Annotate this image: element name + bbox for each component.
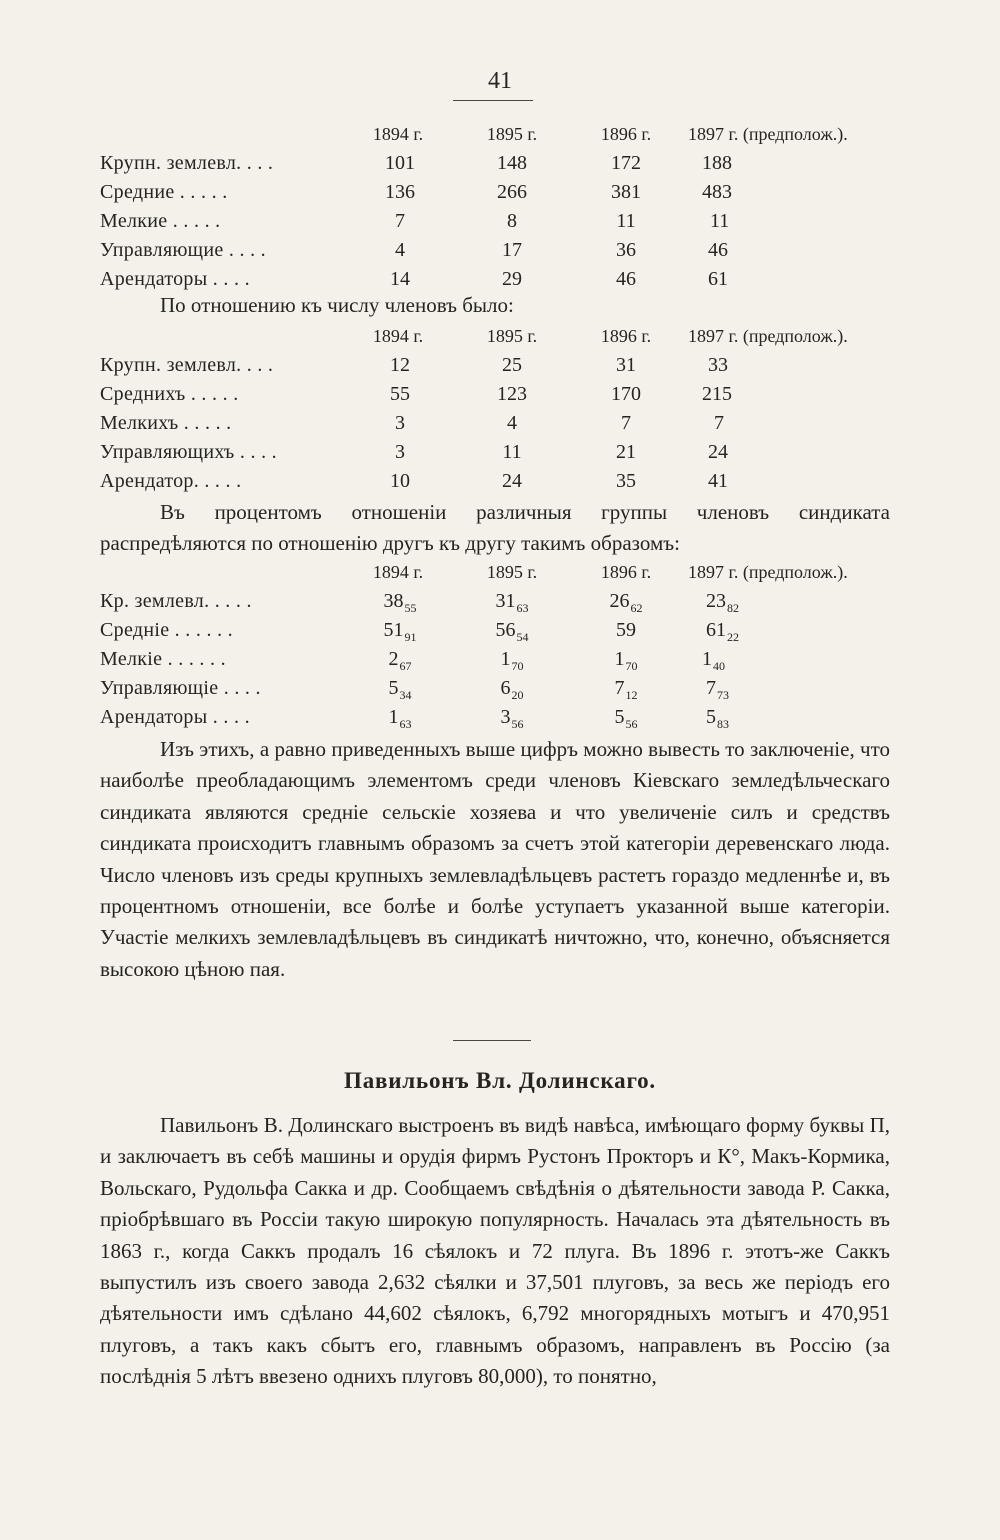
table-cell: 172 [611, 152, 641, 174]
cell-integer: 38 [383, 590, 404, 612]
table-cell: 188 [702, 152, 732, 174]
cell-integer: 59 [616, 619, 636, 641]
section-title: Павильонъ Вл. Долинскаго. [344, 1068, 656, 1093]
table-cell [586, 590, 666, 616]
row-label: Среднихъ . . . . . [100, 383, 239, 405]
cell-decimal: 54 [516, 630, 529, 644]
table-cell [688, 590, 918, 616]
year-header: 1895 г. [486, 124, 538, 144]
cell-decimal: 22 [727, 630, 739, 644]
table-cell [360, 706, 440, 732]
table-cell [688, 706, 918, 732]
table-row [100, 152, 900, 181]
row-label: Мелкие . . . . . [100, 210, 221, 232]
table-cell: 33 [708, 354, 728, 376]
year-header: 1896 г. [600, 124, 652, 144]
row-label: Управляющие . . . . [100, 239, 266, 261]
page-number: 41 [488, 68, 512, 94]
table-row [100, 210, 900, 239]
pavilion-paragraph: Павильонъ В. Долинскаго выстроенъ въ видѣ навѣса, имѣющаго форму буквы П, и заключаетъ въ себѣ машины и орудія фирмъ Рустонъ Прокторъ и К°, Макъ-Кормика, Вольскаго, Рудольфа Сакка и др. Сообщаемъ свѣдѣнія о дѣятельности завода Р. Сакка, пріобрѣвшаго въ Россіи такую широкую популярность. Началась эта дѣятельность въ 1863 г., когда Саккъ продалъ 16 сѣялокъ и 72 плуга. Въ 1896 г. этотъ-же Саккъ выпустилъ изъ своего завода 2,632 сѣялки и 37,501 плуговъ, за весь же періодъ его дѣятельности имъ сдѣлано 44,602 сѣялокъ, 6,792 многорядныхъ мотыгъ и 470,951 плуговъ, а такъ какъ сбытъ его, главнымъ образомъ, направленъ въ Россію (за послѣднія 5 лѣтъ ввезено однихъ плуговъ 80,000), то понятно, [100, 1113, 890, 1389]
row-label: Управляющіе . . . . [100, 677, 261, 699]
cell-decimal: 73 [717, 688, 729, 702]
row-label: Крупн. землевл. . . . [100, 152, 274, 174]
table-cell: 46 [616, 268, 636, 290]
table-row [100, 706, 900, 735]
table-cell: 55 [390, 383, 410, 405]
cell-integer: 23 [706, 590, 726, 612]
table-cell: 7 [714, 412, 724, 434]
cell-decimal: 40 [713, 659, 725, 673]
row-label: Арендаторы . . . . [100, 706, 250, 728]
table-cell: 14 [390, 268, 410, 290]
cell-decimal: 70 [511, 659, 524, 673]
table-row [100, 677, 900, 706]
cell-decimal: 34 [399, 688, 412, 702]
table-cell: 11 [616, 210, 636, 232]
cell-decimal: 70 [625, 659, 638, 673]
table-row [100, 239, 900, 268]
cell-decimal: 12 [625, 688, 638, 702]
table-cell [586, 619, 666, 642]
year-header: 1896 г. [600, 326, 652, 346]
year-header: 1896 г. [600, 562, 652, 582]
table-cell [360, 619, 440, 645]
year-header: 1895 г. [486, 326, 538, 346]
cell-decimal: 20 [511, 688, 524, 702]
row-label: Арендатор. . . . . [100, 470, 242, 492]
table-cell: 148 [497, 152, 527, 174]
members-percent-table [100, 562, 900, 735]
table-header-row [100, 326, 900, 354]
table-cell: 35 [616, 470, 636, 492]
cell-integer: 1 [388, 706, 399, 728]
table-cell: 483 [702, 181, 732, 203]
year-header: 1894 г. [372, 562, 424, 582]
members-ratio-table [100, 326, 900, 499]
table-cell [472, 706, 552, 732]
table-cell: 215 [702, 383, 732, 405]
table-cell [472, 590, 552, 616]
cell-integer: 5 [388, 677, 399, 699]
table-cell: 11 [502, 441, 522, 463]
members-count-table [100, 124, 900, 297]
table-row [100, 441, 900, 470]
row-label: Мелкіе . . . . . . [100, 648, 226, 670]
table-cell: 381 [611, 181, 641, 203]
table-cell [360, 590, 440, 616]
table-cell [586, 677, 666, 703]
cell-decimal: 83 [717, 717, 729, 731]
year-header: 1897 г. (предполож.). [688, 326, 848, 346]
cell-integer: 1 [614, 648, 625, 670]
table-cell: 61 [708, 268, 728, 290]
cell-decimal: 67 [399, 659, 412, 673]
cell-integer: 51 [383, 619, 404, 641]
row-label: Управляющихъ . . . . [100, 441, 277, 463]
table-cell: 3 [395, 412, 405, 434]
table-cell: 24 [708, 441, 728, 463]
cell-integer: 6 [500, 677, 511, 699]
table-cell: 266 [497, 181, 527, 203]
cell-integer: 5 [706, 706, 716, 728]
table-cell [586, 648, 666, 674]
table-cell: 123 [497, 383, 527, 405]
row-label: Арендаторы . . . . [100, 268, 250, 290]
table-row [100, 590, 900, 619]
cell-integer: 56 [495, 619, 516, 641]
table-cell [688, 648, 914, 674]
year-header: 1895 г. [486, 562, 538, 582]
table-cell: 136 [385, 181, 415, 203]
section-divider [453, 1040, 531, 1041]
table-header-row [100, 124, 900, 152]
table-cell: 36 [616, 239, 636, 261]
table-cell [586, 706, 666, 732]
table-cell: 31 [616, 354, 636, 376]
cell-decimal: 55 [404, 601, 417, 615]
page-number-rule [453, 100, 533, 101]
row-label: Средние . . . . . [100, 181, 228, 203]
table-cell [472, 677, 552, 703]
table-cell: 8 [507, 210, 517, 232]
table-cell: 17 [502, 239, 522, 261]
table-cell [688, 619, 918, 645]
percent-paragraph: Въ процентомъ отношеніи различныя группы членовъ синдиката распредѣляются по отношенію другъ къ другу такимъ образомъ: [100, 500, 890, 556]
table-header-row [100, 562, 900, 590]
cell-decimal: 62 [630, 601, 643, 615]
table-cell: 7 [395, 210, 405, 232]
cell-decimal: 63 [399, 717, 412, 731]
cell-decimal: 63 [516, 601, 529, 615]
cell-integer: 31 [495, 590, 516, 612]
cell-integer: 5 [614, 706, 625, 728]
cell-integer: 1 [500, 648, 511, 670]
cell-decimal: 82 [727, 601, 739, 615]
year-header: 1897 г. (предполож.). [688, 124, 848, 144]
table-row [100, 648, 900, 677]
table-row [100, 470, 900, 499]
table-cell: 4 [395, 239, 405, 261]
table-cell: 3 [395, 441, 405, 463]
table-row [100, 383, 900, 412]
table-cell [360, 648, 440, 674]
table-cell [360, 677, 440, 703]
table-cell: 11 [710, 210, 730, 232]
year-header: 1897 г. (предполож.). [688, 562, 848, 582]
conclusion-paragraph: Изъ этихъ, а равно приведенныхъ выше цифръ можно вывесть то заключеніе, что наиболѣе преобладающимъ элементомъ среди членовъ Кіевскаго земледѣльческаго синдиката являются средніе сельскіе хозяева и что увеличеніе силъ и средствъ синдиката происходитъ главнымъ образомъ за счетъ этой категоріи деревенскаго люда. Число членовъ изъ среды крупныхъ землевладѣльцевъ растетъ гораздо медленнѣе и, въ процентномъ отношеніи, все болѣе и болѣе уступаетъ указанной выше категоріи. Участіе мелкихъ землевладѣльцевъ въ синдикатѣ ничтожно, что, конечно, объясняется высокою цѣною пая. [100, 737, 890, 981]
table-cell [472, 619, 552, 645]
cell-decimal: 56 [625, 717, 638, 731]
cell-decimal: 56 [511, 717, 524, 731]
table-cell: 10 [390, 470, 410, 492]
cell-integer: 61 [706, 619, 726, 641]
year-header: 1894 г. [372, 124, 424, 144]
table-cell: 46 [708, 239, 728, 261]
table-cell: 7 [621, 412, 631, 434]
table-cell: 29 [502, 268, 522, 290]
table-cell: 21 [616, 441, 636, 463]
table-cell [472, 648, 552, 674]
table-cell: 25 [502, 354, 522, 376]
cell-integer: 7 [706, 677, 716, 699]
row-label: Средніе . . . . . . [100, 619, 233, 641]
table-cell [688, 677, 918, 703]
table-row [100, 412, 900, 441]
cell-integer: 2 [388, 648, 399, 670]
year-header: 1894 г. [372, 326, 424, 346]
cell-integer: 26 [609, 590, 630, 612]
cell-integer: 1 [702, 648, 712, 670]
row-label: Крупн. землевл. . . . [100, 354, 274, 376]
table-cell: 4 [507, 412, 517, 434]
table-cell: 12 [390, 354, 410, 376]
table-row [100, 354, 900, 383]
table2-caption: По отношению къ числу членовъ было: [160, 293, 514, 317]
cell-decimal: 91 [404, 630, 417, 644]
table-row [100, 619, 900, 648]
table-row [100, 181, 900, 210]
cell-integer: 7 [614, 677, 625, 699]
table-cell: 24 [502, 470, 522, 492]
row-label: Мелкихъ . . . . . [100, 412, 232, 434]
table-cell: 101 [385, 152, 415, 174]
cell-integer: 3 [500, 706, 511, 728]
table-cell: 170 [611, 383, 641, 405]
row-label: Кр. землевл. . . . . [100, 590, 252, 612]
table-cell: 41 [708, 470, 728, 492]
